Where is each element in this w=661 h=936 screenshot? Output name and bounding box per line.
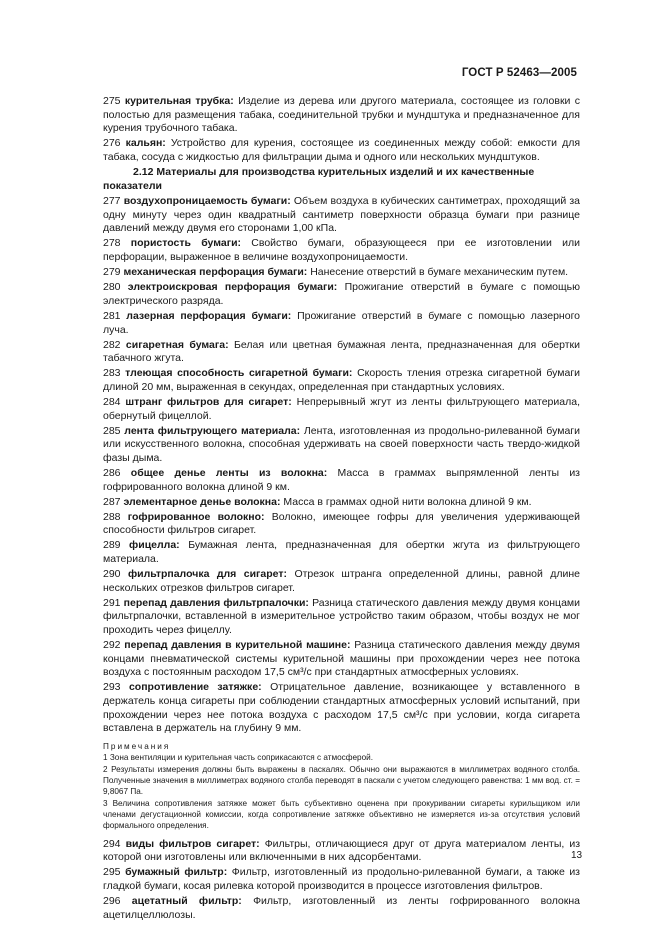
term-title: пористость бумаги: [130, 237, 242, 250]
term-definition: Объем воздуха в кубических сантиметрах, проходящий за одну минуту через один квадратный сантиметр поверхности образца бумаги при разнице давлений между двумя его сторонами 1,00 кПа. [103, 195, 580, 235]
term-number: 285 [103, 424, 121, 437]
term-entry [103, 467, 580, 494]
term-title: лазерная перфорация бумаги: [126, 309, 292, 322]
term-entry [103, 681, 580, 735]
term-number: 290 [103, 568, 121, 581]
term-number: 289 [103, 539, 121, 552]
term-title: сигаретная бумага: [125, 338, 229, 351]
term-definition: Масса в граммах одной нити волокна длиной 9 км. [283, 495, 532, 508]
term-number: 295 [103, 866, 121, 879]
term-definition: Лента, изготовленная из продольно-рилеванной бумаги или искусственного волокна, способная удерживать на своей поверхности часть твердо-жидкой фазы дыма. [103, 424, 580, 464]
term-entry [103, 266, 580, 280]
term-entry [103, 568, 580, 595]
term-definition: Масса в граммах выпрямленной ленты из гофрированного волокна длиной 9 км. [103, 466, 580, 493]
term-definition: Скорость тления отрезка сигаретной бумаги длиной 20 мм, выраженная в секундах, определенная при стандартных условиях. [103, 367, 581, 393]
term-definition: Непрерывный жгут из ленты фильтрующего материала, обернутый фицеллой. [103, 395, 580, 422]
terms-list-filters [103, 837, 583, 923]
term-definition: Прожигание отверстий в бумаге с помощью электрического разряда. [103, 281, 580, 307]
term-entry [103, 281, 580, 308]
term-title: элементарное денье волокна: [123, 495, 281, 508]
term-title: гофрированное волокно: [127, 510, 265, 523]
term-entry [103, 339, 580, 366]
note-item: 1 Зона вентиляции и курительная часть соприкасаются с атмосферой. [103, 752, 373, 762]
term-number: 284 [103, 395, 121, 408]
term-definition: Разница статического давления между двумя концами пневматической системы курительной машины при прохождении через нее потока воздуха с постоянным расходом 17,5 см³/с при стандартных атмосферных условиях. [103, 639, 580, 679]
term-entry [103, 496, 580, 510]
term-title: воздухопроницаемость бумаги: [123, 195, 291, 208]
term-title: лента фильтрующего материала: [124, 424, 301, 437]
term-title: перепад давления фильтрпалочки: [123, 596, 309, 609]
term-entry [103, 866, 580, 893]
term-number: 282 [103, 338, 121, 351]
term-number: 296 [103, 895, 121, 907]
term-title: ацетатный фильтр: [131, 895, 242, 907]
term-number: 279 [103, 266, 121, 279]
term-entry [103, 837, 583, 865]
term-title: виды фильтров сигарет: [125, 837, 260, 850]
term-definition: Фильтр, изготовленный из ленты гофрированного волокна ацетилцеллюлозы. [103, 895, 581, 921]
terms-list-intro [103, 95, 580, 164]
term-number: 281 [103, 309, 121, 322]
notes-block [103, 741, 580, 832]
term-number: 277 [103, 195, 121, 208]
term-number: 294 [103, 837, 121, 850]
term-title: тлеющая способность сигаретной бумаги: [125, 367, 353, 380]
term-title: кальян: [125, 137, 166, 150]
term-entry [103, 895, 580, 922]
notes-items [103, 753, 580, 832]
term-number: 276 [103, 137, 121, 150]
term-entry [103, 639, 580, 680]
term-number: 292 [103, 639, 121, 652]
term-number: 286 [103, 466, 121, 479]
document-code: ГОСТ Р 52463—2005 [461, 67, 577, 79]
term-entry [103, 511, 580, 538]
term-definition: Свойство бумаги, образующееся при ее изготовлении или перфорации, выраженное в величине воздухопроницаемости. [103, 237, 580, 264]
term-definition: Нанесение отверстий в бумаге механическим путем. [310, 266, 569, 279]
term-entry [103, 396, 580, 423]
term-definition: Разница статического давления между двумя концами фильтрпалочки, вставленной в измерительное устройство таким образом, чтобы воздух не мог проходить через фицеллу. [103, 596, 580, 636]
notes-title: Примечания [103, 741, 171, 751]
term-title: курительная трубка: [124, 95, 234, 107]
term-number: 280 [103, 281, 121, 294]
term-definition: Отрицательное давление, возникающее у вставленного в держатель конца сигареты при соблюдении стандартных атмосферных условий испытаний, при прохождении через нее потока воздуха с расходом 17,5 см³/с при условии, когда сигарета вставлена в держатель на глубину 9 мм. [103, 681, 580, 735]
term-number: 287 [103, 495, 121, 508]
term-definition: Прожигание отверстий в бумаге с помощью лазерного луча. [103, 309, 581, 336]
term-entry [103, 425, 580, 466]
term-definition: Изделие из дерева или другого материала, состоящее из головки с полостью для размещения табака, соединительной трубки и мундштука и предназначенное для курения трубочного табака. [103, 95, 580, 135]
term-entry [103, 539, 580, 566]
section-heading: 2.12 Материалы для производства курительных изделий и их качественные показатели [103, 165, 535, 192]
term-entry [103, 237, 580, 264]
term-definition: Белая или цветная бумажная лента, предназначенная для обертки табачного жгута. [103, 338, 581, 365]
term-title: штранг фильтров для сигарет: [125, 395, 292, 408]
term-definition: Отрезок штранга определенной длины, равной длине нескольких отрезков фильтров сигарет. [103, 568, 581, 594]
term-number: 278 [103, 237, 121, 250]
page-number: 13 [571, 850, 583, 861]
term-number: 288 [103, 510, 121, 523]
term-number: 293 [103, 681, 121, 694]
term-definition: Волокно, имеющее гофры для увеличения удерживающей способности фильтров сигарет. [103, 510, 581, 537]
term-title: электроискровая перфорация бумаги: [127, 281, 338, 294]
term-entry [103, 195, 580, 236]
term-number: 275 [103, 95, 121, 107]
term-number: 283 [103, 367, 121, 380]
terms-list-materials [103, 195, 580, 736]
term-number: 291 [103, 596, 121, 609]
term-title: механическая перфорация бумаги: [123, 266, 308, 279]
term-title: общее денье ленты из волокна: [130, 466, 328, 479]
term-entry [103, 597, 580, 638]
term-entry [103, 95, 580, 136]
document-body [103, 95, 583, 924]
term-entry [103, 367, 580, 394]
term-title: перепад давления в курительной машине: [124, 639, 351, 652]
note-item: 2 Результаты измерения должны быть выражены в паскалях. Обычно они выражаются в миллиметрах водяного столба. Полученные значения в миллиметрах водяного столба переводят в паскали с учетом следующего равенства: 1 мм вод. ст. = 9,8067 Па. [103, 765, 580, 796]
term-title: сопротивление затяжке: [128, 681, 262, 694]
term-title: фильтрпалочка для сигарет: [127, 568, 287, 581]
term-title: фицелла: [129, 539, 180, 552]
term-definition: Устройство для курения, состоящее из соединенных между собой: емкости для табака, сосуда с жидкостью для фильтрации дыма и одного или нескольких мундштуков. [103, 137, 581, 163]
term-definition: Бумажная лента, предназначенная для обертки жгута из фильтрующего материала. [103, 539, 581, 565]
term-title: бумажный фильтр: [125, 866, 228, 879]
term-entry [103, 310, 580, 337]
note-item: 3 Величина сопротивления затяжке может быть субъективно оценена при прокуривании сигареты курильщиком или членами дегустационной комиссии, когда сопротивление затяжке объективно не измеряется из-за отсутствия условий формального определения. [103, 798, 580, 830]
term-entry [103, 137, 580, 164]
term-definition: Фильтр, изготовленный из продольно-рилеванной бумаги, а также из гладкой бумаги, косая рилевка которой производится в процессе изготовления фильтров. [103, 866, 580, 892]
term-definition: Фильтры, отличающиеся друг от друга материалом ленты, из которой они изготовлены или включенными в них адсорбентами. [103, 837, 581, 864]
